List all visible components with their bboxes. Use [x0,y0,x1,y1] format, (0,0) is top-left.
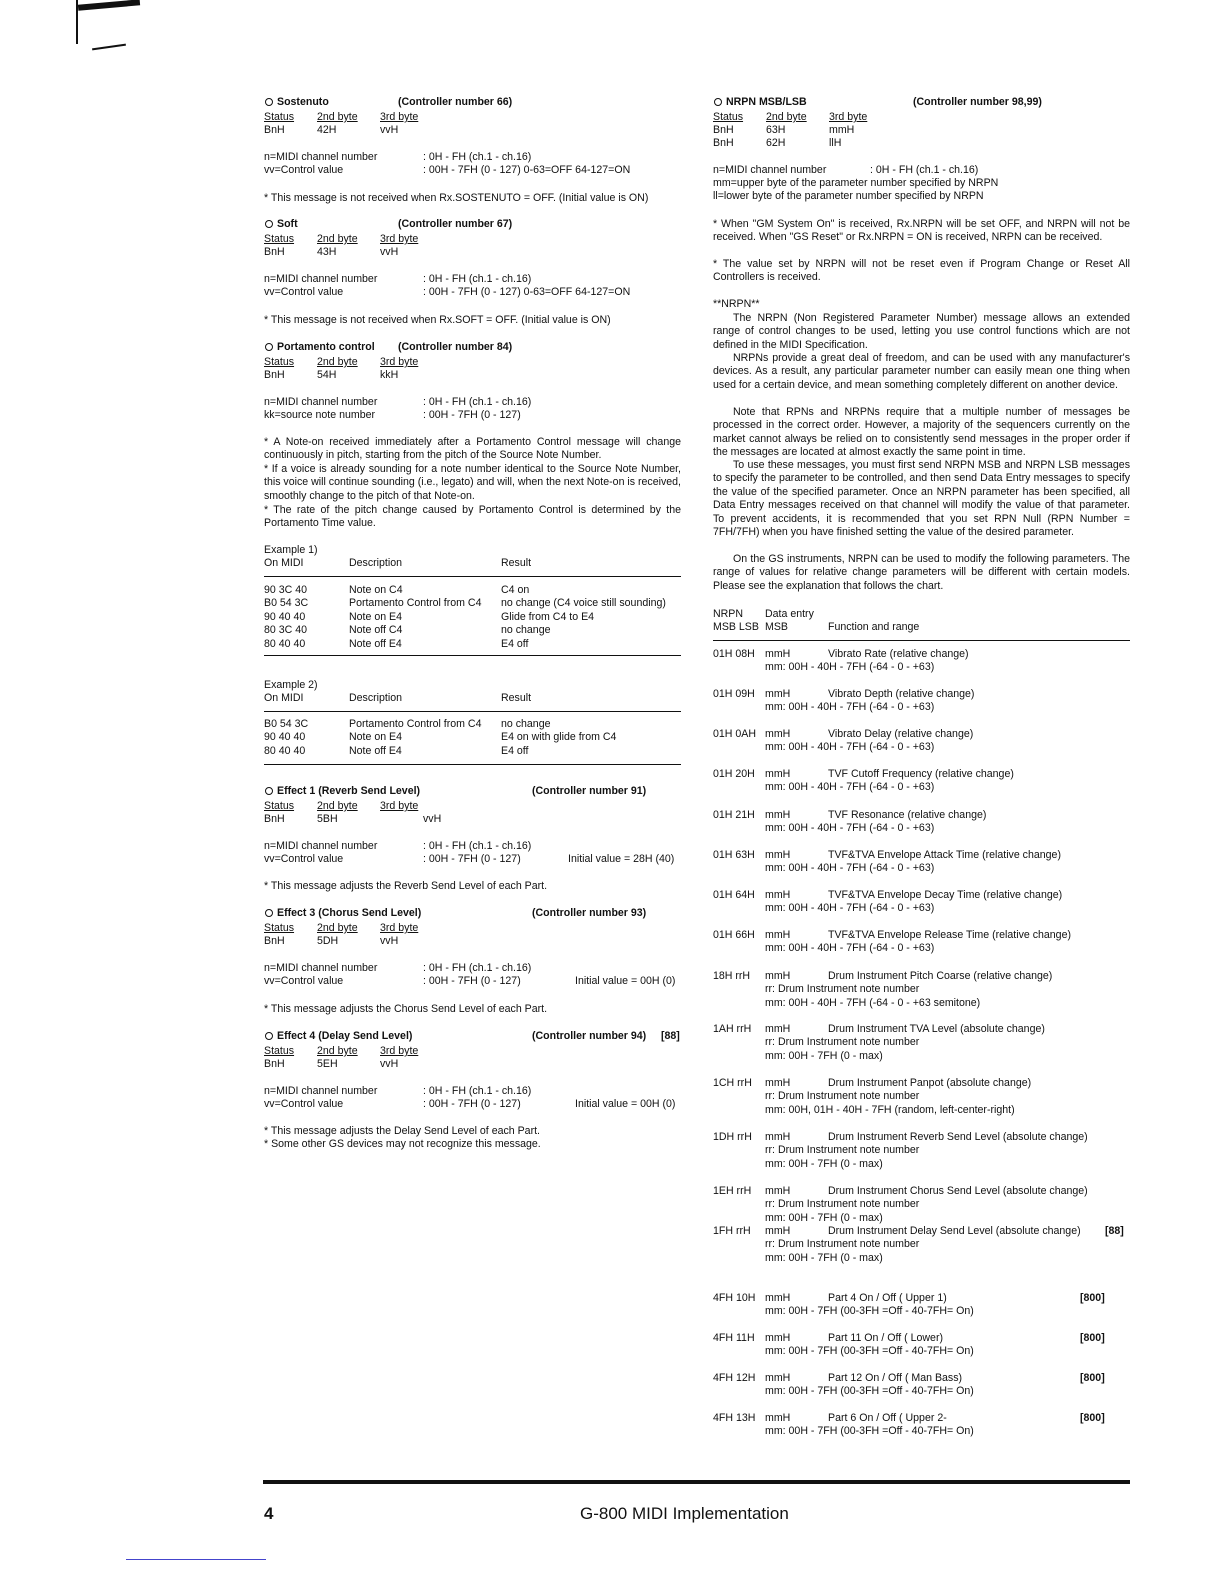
effect1-controller: (Controller number 91) [532,785,647,797]
range-text: mm: 00H - 40H - 7FH (-64 - 0 - +63) [765,942,935,955]
param-key: n=MIDI channel number [264,273,378,285]
model-tag: [800] [1080,1292,1105,1304]
table-rule [264,576,681,577]
header-2nd-byte: 2nd byte [317,922,358,934]
nrpn-number: 01H 20H [713,768,755,780]
example-description: Note on E4 [349,731,403,744]
range-text: mm: 00H, 01H - 40H - 7FH (random, left-center-right) [765,1103,1015,1116]
param-text: ll=lower byte of the parameter number specified by NRPN [713,190,984,202]
data-entry-msb: mmH [765,1077,791,1089]
byte3-value: vvH [380,124,399,136]
header-3rd-byte: 3rd byte [380,800,419,812]
data-entry-msb: mmH [765,1225,791,1237]
status-value: BnH [713,137,734,149]
model-tag: [800] [1080,1332,1105,1344]
range-text: mm: 00H - 7FH (00-3FH =Off - 40-7FH= On) [765,1305,974,1318]
sostenuto-controller: (Controller number 66) [398,96,513,108]
col-on-midi: On MIDI [264,692,304,704]
param-value: : 00H - 7FH (0 - 127) [423,1098,521,1110]
portamento-title: Portamento control [265,341,375,354]
table-rule [264,764,681,765]
circle-bullet-icon [714,98,722,106]
function-name: Drum Instrument Delay Send Level (absolute change) [828,1225,1081,1237]
byte3-value: vvH [423,813,442,825]
nrpn-number: 01H 08H [713,648,755,660]
header-2nd-byte: 2nd byte [317,233,358,245]
param-key: n=MIDI channel number [264,151,378,163]
byte2-value: 63H [766,124,786,136]
header-2nd-byte: 2nd byte [317,111,358,123]
example-description: Note off E4 [349,744,402,757]
example-result: no change (C4 voice still sounding) [501,597,666,610]
circle-bullet-icon [265,1032,273,1040]
nrpn-controller: (Controller number 98,99) [913,96,1042,108]
example-description: Portamento Control from C4 [349,597,482,610]
paragraph: On the GS instruments, NRPN can be used to modify the following parameters. The range of values for relative change parameters will be different with certain models. Please see the explanation that follows the chart. [713,553,1130,592]
col-msb-lsb: MSB LSB [713,621,759,633]
header-status: Status [264,800,295,812]
model-tag: [800] [1080,1372,1105,1384]
param-key: vv=Control value [264,975,344,987]
param-value: : 00H - 7FH (0 - 127) 0-63=OFF 64-127=ON [423,164,631,176]
circle-bullet-icon [265,787,273,795]
param-text: mm=upper byte of the parameter number specified by NRPN [713,177,999,189]
data-entry-msb: mmH [765,1332,791,1344]
function-name: Vibrato Rate (relative change) [828,648,969,660]
scan-mark-bottom-left [126,1559,266,1560]
paragraph: NRPNs provide a great deal of freedom, and can be used with any manufacturer's devices. As a result, any particular parameter number can easily mean one thing when used for a certain device, and mean something completely different on another device. [713,352,1130,391]
example-result: no change [501,718,551,730]
example-midi-bytes: 90 40 40 [264,610,306,623]
function-name: Drum Instrument Pitch Coarse (relative change) [828,970,1053,982]
col-result: Result [501,692,532,704]
data-entry-msb: mmH [765,1185,791,1197]
function-name: Drum Instrument Chorus Send Level (absolute change) [828,1185,1088,1197]
nrpn-heading: **NRPN** [713,298,760,310]
model-tag: [88] [1105,1225,1124,1237]
header-status: Status [264,356,295,368]
param-key: n=MIDI channel number [264,962,378,974]
header-3rd-byte: 3rd byte [380,111,419,123]
note-text: * This message adjusts the Reverb Send Level of each Part. [264,880,548,892]
nrpn-number: 01H 21H [713,809,755,821]
range-text: mm: 00H - 40H - 7FH (-64 - 0 - +63) [765,902,935,915]
function-name: Part 12 On / Off ( Man Bass) [828,1372,963,1384]
byte2-value: 42H [317,124,337,136]
range-text: mm: 00H - 7FH (00-3FH =Off - 40-7FH= On) [765,1385,974,1398]
nrpn-number: 01H 64H [713,889,755,901]
range-text: rr: Drum Instrument note number [765,1036,920,1049]
range-text: mm: 00H - 40H - 7FH (-64 - 0 - +63) [765,661,935,674]
function-name: Vibrato Depth (relative change) [828,688,975,700]
data-entry-msb: mmH [765,1292,791,1304]
header-2nd-byte: 2nd byte [317,1045,358,1057]
initial-value: Initial value = 00H (0) [575,975,676,987]
paragraph: To use these messages, you must first send NRPN MSB and NRPN LSB messages to specify the parameter to be controlled, and then send Data Entry messages to specify the value of the specified parameter. Once an NRPN parameter has been specified, all Data Entry messages received on that channel will modify the value of that parameter. To prevent accidents, it is recommended that you set RPN Null (RPN Number = 7FH/7FH) when you have finished setting the value of the desired parameter. [713,459,1130,539]
header-2nd-byte: 2nd byte [766,111,807,123]
circle-bullet-icon [265,343,273,351]
nrpn-number: 1EH rrH [713,1185,752,1197]
range-text: mm: 00H - 7FH (0 - max) [765,1157,883,1170]
header-status: Status [264,111,295,123]
note-text: * The value set by NRPN will not be reset even if Program Change or Reset All Controllers is received. [713,258,1130,284]
range-text: rr: Drum Instrument note number [765,1198,920,1211]
range-text: rr: Drum Instrument note number [765,983,920,996]
param-key: n=MIDI channel number [713,164,827,176]
data-entry-msb: mmH [765,849,791,861]
example-description: Note on C4 [349,584,403,596]
byte2-value: 62H [766,137,786,149]
param-value: : 0H - FH (ch.1 - ch.16) [423,962,532,974]
table-rule [264,711,681,712]
param-value: : 0H - FH (ch.1 - ch.16) [870,164,979,176]
byte2-value: 5EH [317,1058,338,1070]
param-value: : 00H - 7FH (0 - 127) 0-63=OFF 64-127=ON [423,286,631,298]
paragraph: Note that RPNs and NRPNs require that a multiple number of messages be processed in the correct order. However, a majority of the sequencers currently on the market cannot always be relied on to consistently send messages in the proper order if the messages are located at almost exactly the same point in time. [713,406,1130,459]
byte2-value: 54H [317,369,337,381]
initial-value: Initial value = 00H (0) [575,1098,676,1110]
param-value: : 00H - 7FH (0 - 127) [423,409,521,421]
status-value: BnH [264,246,285,258]
header-status: Status [264,233,295,245]
paragraph: The NRPN (Non Registered Parameter Number) message allows an extended range of control changes to be used, letting you use control functions which are not defined in the MIDI Specification. [713,312,1130,351]
col-nrpn: NRPN [713,608,744,620]
scan-mark-top-stroke [78,0,140,11]
example-midi-bytes: 80 40 40 [264,637,306,650]
soft-title: Soft [265,218,298,231]
status-value: BnH [713,124,734,136]
nrpn-number: 01H 09H [713,688,755,700]
header-status: Status [264,922,295,934]
data-entry-msb: mmH [765,1023,791,1035]
example-midi-bytes: 80 3C 40 [264,624,307,637]
function-name: Part 6 On / Off ( Upper 2- [828,1412,947,1424]
model-tag: [800] [1080,1412,1105,1424]
table-rule [713,640,1130,641]
status-value: BnH [264,1058,285,1070]
example-description: Note off C4 [349,624,403,637]
nrpn-number: 01H 66H [713,929,755,941]
note-text: * The rate of the pitch change caused by Portamento Control is determined by the Portamento Time value. [264,504,681,530]
range-text: mm: 00H - 7FH (00-3FH =Off - 40-7FH= On) [765,1425,974,1438]
col-msb: MSB [765,621,788,633]
byte3-value: vvH [380,1058,399,1070]
param-key: vv=Control value [264,164,344,176]
model-tag: [88] [661,1030,680,1042]
circle-bullet-icon [265,220,273,228]
param-key: n=MIDI channel number [264,840,378,852]
data-entry-msb: mmH [765,929,791,941]
example-description: Portamento Control from C4 [349,718,482,730]
portamento-controller: (Controller number 84) [398,341,513,353]
soft-controller: (Controller number 67) [398,218,513,230]
function-name: TVF&TVA Envelope Attack Time (relative change) [828,849,1061,861]
byte3-value: vvH [380,246,399,258]
param-value: : 00H - 7FH (0 - 127) [423,853,521,865]
data-entry-msb: mmH [765,1372,791,1384]
example-result: no change [501,624,551,637]
example-result: E4 off [501,744,529,757]
col-data-entry: Data entry [765,608,814,620]
param-value: : 0H - FH (ch.1 - ch.16) [423,396,532,408]
range-text: rr: Drum Instrument note number [765,1238,920,1251]
circle-bullet-icon [265,909,273,917]
param-key: vv=Control value [264,853,344,865]
example-title: Example 1) [264,544,318,556]
header-3rd-byte: 3rd byte [829,111,868,123]
function-name: Part 11 On / Off ( Lower) [828,1332,944,1344]
header-2nd-byte: 2nd byte [317,800,358,812]
byte2-value: 5BH [317,813,338,825]
nrpn-number: 1AH rrH [713,1023,752,1035]
range-text: mm: 00H - 40H - 7FH (-64 - 0 - +63) [765,822,935,835]
data-entry-msb: mmH [765,648,791,660]
nrpn-number: 01H 0AH [713,728,756,740]
data-entry-msb: mmH [765,1131,791,1143]
footer-rule [263,1480,1130,1484]
nrpn-number: 4FH 11H [713,1332,755,1344]
example-result: Glide from C4 to E4 [501,610,595,623]
example-midi-bytes: 90 40 40 [264,731,306,744]
example-title: Example 2) [264,679,318,691]
range-text: mm: 00H - 40H - 7FH (-64 - 0 - +63) [765,781,935,794]
example-result: E4 off [501,637,529,650]
nrpn-title: NRPN MSB/LSB [714,96,807,109]
byte3-value: llH [829,137,842,149]
col-on-midi: On MIDI [264,557,304,569]
scan-mark-dash [92,44,126,51]
page-number: 4 [264,1504,274,1523]
example-midi-bytes: 80 40 40 [264,744,306,757]
effect4-controller: (Controller number 94) [532,1030,647,1042]
note-text: * This message adjusts the Delay Send Level of each Part. [264,1125,540,1137]
param-key: n=MIDI channel number [264,1085,378,1097]
param-value: : 00H - 7FH (0 - 127) [423,975,521,987]
table-rule [264,655,681,656]
circle-bullet-icon [265,98,273,106]
example-result: E4 on with glide from C4 [501,731,617,744]
range-text: mm: 00H - 7FH (0 - max) [765,1049,883,1062]
nrpn-number: 4FH 13H [713,1412,756,1424]
function-name: TVF&TVA Envelope Decay Time (relative change) [828,889,1063,901]
function-name: Drum Instrument TVA Level (absolute change) [828,1023,1045,1035]
effect1-title: Effect 1 (Reverb Send Level) [265,785,420,798]
data-entry-msb: mmH [765,1412,791,1424]
note-text: * When "GM System On" is received, Rx.NRPN will be set OFF, and NRPN will not be received. When "GS Reset" or Rx.NRPN = ON is received, NRPN can be received. [713,218,1130,244]
function-name: Drum Instrument Panpot (absolute change) [828,1077,1032,1089]
status-value: BnH [264,813,285,825]
header-3rd-byte: 3rd byte [380,356,419,368]
example-midi-bytes: 90 3C 40 [264,584,307,596]
param-value: : 0H - FH (ch.1 - ch.16) [423,273,532,285]
status-value: BnH [264,369,285,381]
effect3-title: Effect 3 (Chorus Send Level) [265,907,421,920]
status-value: BnH [264,124,285,136]
nrpn-number: 18H rrH [713,970,751,982]
effect3-controller: (Controller number 93) [532,907,647,919]
range-text: mm: 00H - 40H - 7FH (-64 - 0 - +63) [765,741,935,754]
example-midi-bytes: B0 54 3C [264,597,309,610]
byte2-value: 5DH [317,935,339,947]
function-name: TVF&TVA Envelope Release Time (relative change) [828,929,1071,941]
header-status: Status [264,1045,295,1057]
col-function: Function and range [828,621,920,633]
col-description: Description [349,557,402,569]
header-2nd-byte: 2nd byte [317,356,358,368]
byte3-value: mmH [829,124,855,136]
header-status: Status [713,111,744,123]
initial-value: Initial value = 28H (40) [568,853,675,865]
note-text: * Some other GS devices may not recognize this message. [264,1138,541,1150]
range-text: mm: 00H - 40H - 7FH (-64 - 0 - +63 semitone) [765,996,981,1009]
footer-title: G-800 MIDI Implementation [580,1504,789,1523]
note-text: * This message adjusts the Chorus Send Level of each Part. [264,1003,548,1015]
byte3-value: vvH [380,935,399,947]
nrpn-number: 4FH 10H [713,1292,756,1304]
col-result: Result [501,557,532,569]
param-key: kk=source note number [264,409,376,421]
data-entry-msb: mmH [765,970,791,982]
nrpn-number: 1FH rrH [713,1225,751,1237]
range-text: mm: 00H - 40H - 7FH (-64 - 0 - +63) [765,701,935,714]
data-entry-msb: mmH [765,768,791,780]
nrpn-number: 4FH 12H [713,1372,756,1384]
range-text: mm: 00H - 7FH (0 - max) [765,1211,883,1224]
data-entry-msb: mmH [765,728,791,740]
nrpn-number: 1CH rrH [713,1077,752,1089]
header-3rd-byte: 3rd byte [380,233,419,245]
param-key: vv=Control value [264,286,344,298]
nrpn-number: 01H 63H [713,849,755,861]
example-midi-bytes: B0 54 3C [264,718,309,730]
function-name: TVF Cutoff Frequency (relative change) [828,768,1014,780]
param-key: vv=Control value [264,1098,344,1110]
range-text: mm: 00H - 40H - 7FH (-64 - 0 - +63) [765,862,935,875]
function-name: Drum Instrument Reverb Send Level (absolute change) [828,1131,1088,1143]
range-text: rr: Drum Instrument note number [765,1144,920,1157]
range-text: rr: Drum Instrument note number [765,1090,920,1103]
param-value: : 0H - FH (ch.1 - ch.16) [423,840,532,852]
nrpn-number: 1DH rrH [713,1131,752,1143]
effect4-title: Effect 4 (Delay Send Level) [265,1030,412,1043]
example-result: C4 on [501,584,530,596]
note-text: * A Note-on received immediately after a Portamento Control message will change continuously in pitch, starting from the pitch of the Source Note Number. [264,436,681,462]
param-value: : 0H - FH (ch.1 - ch.16) [423,151,532,163]
byte2-value: 43H [317,246,337,258]
param-key: n=MIDI channel number [264,396,378,408]
status-value: BnH [264,935,285,947]
data-entry-msb: mmH [765,889,791,901]
function-name: Part 4 On / Off ( Upper 1) [828,1292,947,1304]
col-description: Description [349,692,402,704]
data-entry-msb: mmH [765,809,791,821]
example-description: Note off E4 [349,637,402,650]
sostenuto-title: Sostenuto [265,96,329,109]
header-3rd-byte: 3rd byte [380,922,419,934]
function-name: TVF Resonance (relative change) [828,809,987,821]
range-text: mm: 00H - 7FH (0 - max) [765,1251,883,1264]
range-text: mm: 00H - 7FH (00-3FH =Off - 40-7FH= On) [765,1345,974,1358]
example-description: Note on E4 [349,610,403,623]
byte3-value: kkH [380,369,399,381]
param-value: : 0H - FH (ch.1 - ch.16) [423,1085,532,1097]
function-name: Vibrato Delay (relative change) [828,728,974,740]
note-text: * This message is not received when Rx.SOSTENUTO = OFF. (Initial value is ON) [264,192,649,204]
note-text: * If a voice is already sounding for a note number identical to the Source Note Number, this voice will continue sounding (i.e., legato) and will, when the next Note-on is received, smoothly change to the pitch of that Note-on. [264,463,681,502]
note-text: * This message is not received when Rx.SOFT = OFF. (Initial value is ON) [264,314,611,326]
header-3rd-byte: 3rd byte [380,1045,419,1057]
data-entry-msb: mmH [765,688,791,700]
